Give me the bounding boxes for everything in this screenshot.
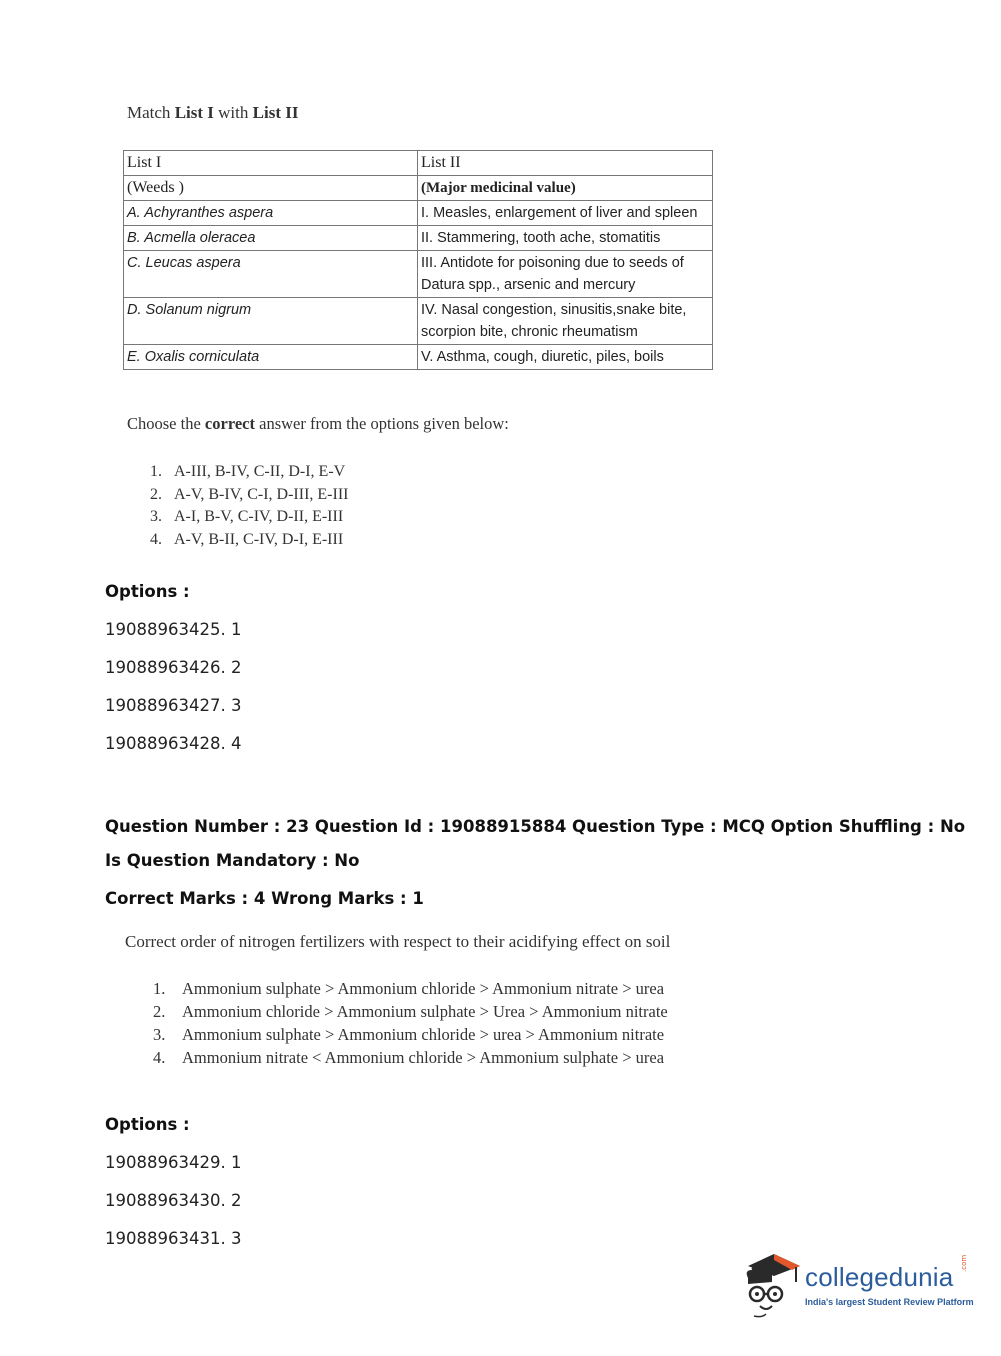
q1-choose-suffix: answer from the options given below: bbox=[255, 414, 509, 433]
table-cell: I. Measles, enlargement of liver and spleen bbox=[418, 201, 713, 226]
table-cell: A. Achyranthes aspera bbox=[124, 201, 418, 226]
table-row bbox=[124, 201, 713, 226]
list-item bbox=[150, 506, 348, 529]
q1-choose-prefix: Choose the bbox=[127, 414, 205, 433]
option-item: 19088963426. 2 bbox=[105, 658, 242, 677]
list-item-text: A-V, B-II, C-IV, D-I, E-III bbox=[174, 530, 344, 548]
list-item bbox=[153, 977, 668, 1000]
table-row bbox=[124, 251, 713, 298]
list-item bbox=[153, 1000, 668, 1023]
logo-tagline: India's largest Student Review Platform bbox=[805, 1297, 974, 1307]
table-header-row bbox=[124, 151, 713, 176]
q1-intro bbox=[127, 103, 298, 123]
list-item-text: Ammonium nitrate < Ammonium chloride > Ammonium sulphate > urea bbox=[182, 1048, 665, 1067]
list-item-text: A-III, B-IV, C-II, D-I, E-V bbox=[174, 463, 346, 480]
q2-intro: Correct order of nitrogen fertilizers with respect to their acidifying effect on soil bbox=[125, 932, 671, 951]
list-item-text: Ammonium chloride > Ammonium sulphate > Urea > Ammonium nitrate bbox=[182, 1002, 668, 1021]
option-item: 19088963428. 4 bbox=[105, 734, 242, 753]
table-subheader-row bbox=[124, 176, 713, 201]
list-item bbox=[150, 484, 348, 507]
logo-wordmark: collegedunia bbox=[805, 1262, 954, 1292]
q1-choose-bold: correct bbox=[204, 414, 255, 433]
table-cell: IV. Nasal congestion, sinusitis,snake bite, scorpion bite, chronic rheumatism bbox=[418, 298, 713, 345]
question-meta-line: Question Number : 23 Question Id : 19088915884 Question Type : MCQ Option Shuffling : No bbox=[105, 817, 966, 836]
table-cell: B. Acmella oleracea bbox=[124, 226, 418, 251]
table-row bbox=[124, 345, 713, 370]
table-subheader-cell: (Major medicinal value) bbox=[418, 176, 713, 201]
collegedunia-mascot-icon bbox=[740, 1248, 804, 1320]
q1-choice-list bbox=[150, 461, 348, 551]
list-item-number: 1. bbox=[150, 463, 162, 480]
list-item-number: 3. bbox=[150, 508, 162, 525]
list-item-number: 4. bbox=[150, 530, 162, 548]
list-item-number: 4. bbox=[153, 1048, 166, 1067]
table-header-cell: List I bbox=[124, 151, 418, 176]
options-label: Options : bbox=[105, 1115, 190, 1134]
list-item-text: A-I, B-V, C-IV, D-II, E-III bbox=[174, 508, 344, 525]
list-item bbox=[150, 461, 348, 484]
list-item bbox=[153, 1046, 668, 1069]
option-item: 19088963425. 1 bbox=[105, 620, 242, 639]
list-item-number: 2. bbox=[150, 485, 162, 503]
q1-intro-prefix: Match bbox=[127, 103, 175, 122]
table-cell: D. Solanum nigrum bbox=[124, 298, 418, 345]
list-item bbox=[153, 1023, 668, 1046]
list-item-text: A-V, B-IV, C-I, D-III, E-III bbox=[174, 485, 349, 503]
table-row bbox=[124, 226, 713, 251]
list-item-number: 2. bbox=[153, 1002, 166, 1021]
table-cell: C. Leucas aspera bbox=[124, 251, 418, 298]
table-cell: V. Asthma, cough, diuretic, piles, boils bbox=[418, 345, 713, 370]
match-table bbox=[123, 150, 713, 370]
q1-choose-instruction bbox=[127, 414, 509, 434]
list-item bbox=[150, 529, 348, 552]
option-item: 19088963427. 3 bbox=[105, 696, 242, 715]
logo-dotcom: .com bbox=[960, 1254, 968, 1272]
table-header-cell: List II bbox=[418, 151, 713, 176]
table-cell: III. Antidote for poisoning due to seeds of Datura spp., arsenic and mercury bbox=[418, 251, 713, 298]
q1-intro-list1: List I bbox=[174, 103, 214, 122]
list-item-number: 3. bbox=[153, 1025, 166, 1044]
option-item: 19088963430. 2 bbox=[105, 1191, 242, 1210]
question-marks-line: Correct Marks : 4 Wrong Marks : 1 bbox=[105, 889, 424, 908]
table-cell: E. Oxalis corniculata bbox=[124, 345, 418, 370]
list-item-text: Ammonium sulphate > Ammonium chloride > urea > Ammonium nitrate bbox=[182, 1025, 665, 1044]
list-item-number: 1. bbox=[153, 979, 166, 998]
q2-choice-list bbox=[153, 977, 668, 1069]
option-item: 19088963429. 1 bbox=[105, 1153, 242, 1172]
table-cell: II. Stammering, tooth ache, stomatitis bbox=[418, 226, 713, 251]
q1-intro-list2: List II bbox=[252, 103, 299, 122]
table-subheader-cell: (Weeds ) bbox=[124, 176, 418, 201]
option-item: 19088963431. 3 bbox=[105, 1229, 242, 1248]
question-mandatory-line: Is Question Mandatory : No bbox=[105, 851, 360, 870]
list-item-text: Ammonium sulphate > Ammonium chloride > Ammonium nitrate > urea bbox=[182, 979, 665, 998]
table-row bbox=[124, 298, 713, 345]
q1-intro-mid: with bbox=[213, 103, 253, 122]
options-label: Options : bbox=[105, 582, 190, 601]
